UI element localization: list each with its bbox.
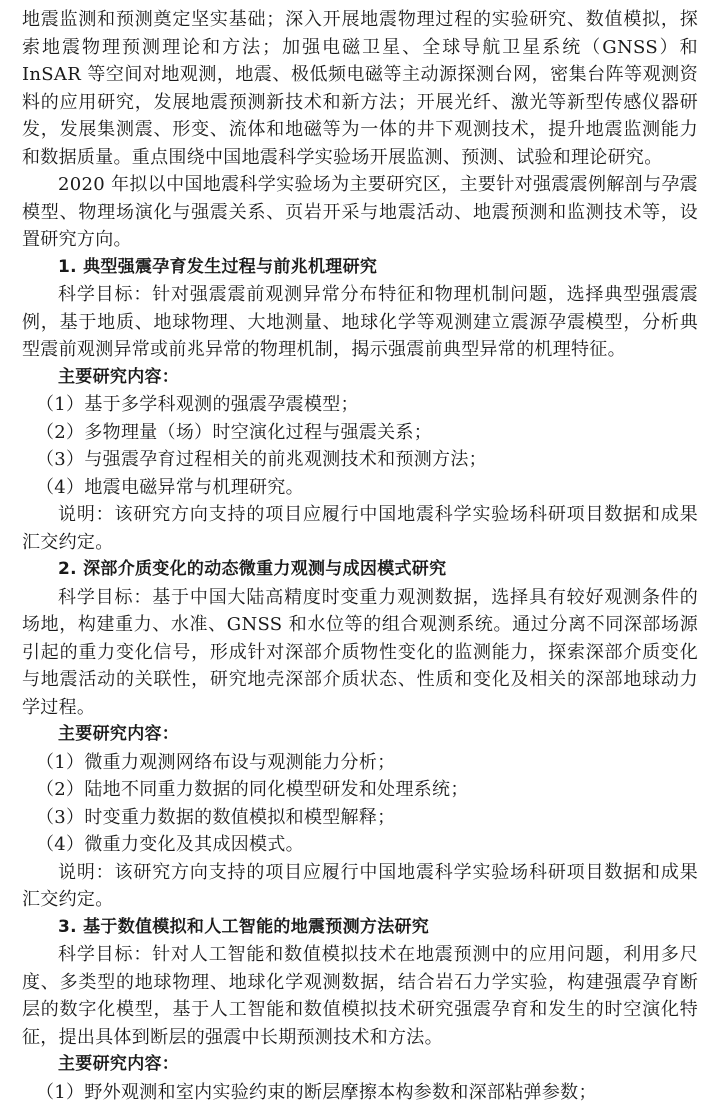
section-goal: 科学目标：针对强震震前观测异常分布特征和物理机制问题，选择典型强震震例，基于地质、地球物理、大地测量、地球化学等观测建立震源孕震模型，分析典型震前观测异常或前兆异常的物理机制，揭示强震前典型异常的机理特征。 [22,281,698,364]
section-heading: 1. 典型强震孕育发生过程与前兆机理研究 [22,254,698,282]
content-heading: 主要研究内容： [22,1051,698,1079]
section-heading: 3. 基于数值模拟和人工智能的地震预测方法研究 [22,914,698,942]
list-item: （2）多物理量（场）时空演化过程与强震关系； [22,419,698,447]
section-goal: 科学目标：基于中国大陆高精度时变重力观测数据，选择具有较好观测条件的场地，构建重力、水准、GNSS 和水位等的组合观测系统。通过分离不同深部场源引起的重力变化信号，形成针对深部介质物性变化的监测能力，探索深部介质变化与地震活动的关联性，研究地壳深部介质状态、性质和变化及相关的深部地球动力学过程。 [22,584,698,722]
intro-paragraph: 2020 年拟以中国地震科学实验场为主要研究区，主要针对强震震例解剖与孕震模型、物理场演化与强震关系、页岩开采与地震活动、地震预测和监测技术等，设置研究方向。 [22,171,698,254]
intro-paragraph: 地震监测和预测奠定坚实基础；深入开展地震物理过程的实验研究、数值模拟，探索地震物理预测理论和方法；加强电磁卫星、全球导航卫星系统（GNSS）和 InSAR 等空间对地观测，地震、极低频电磁等主动源探测台网，密集台阵等观测资料的应用研究，发展地震预测新技术和新方法；开展光纤、激光等新型传感仪器研发，发展集测震、形变、流体和地磁等为一体的井下观测技术，提升地震监测能力和数据质量。重点围绕中国地震科学实验场开展监测、预测、试验和理论研究。 [22,6,698,171]
content-heading: 主要研究内容： [22,364,698,392]
section-note: 说明：该研究方向支持的项目应履行中国地震科学实验场科研项目数据和成果汇交约定。 [22,501,698,556]
list-item: （1）野外观测和室内实验约束的断层摩擦本构参数和深部粘弹参数； [22,1079,698,1106]
list-item: （1）微重力观测网络布设与观测能力分析； [22,749,698,777]
section-note: 说明：该研究方向支持的项目应履行中国地震科学实验场科研项目数据和成果汇交约定。 [22,859,698,914]
list-item: （4）微重力变化及其成因模式。 [22,831,698,859]
content-heading: 主要研究内容： [22,721,698,749]
section-goal: 科学目标：针对人工智能和数值模拟技术在地震预测中的应用问题，利用多尺度、多类型的地球物理、地球化学观测数据，结合岩石力学实验，构建强震孕育断层的数字化模型，基于人工智能和数值模拟技术研究强震孕育和发生的时空演化特征，提出具体到断层的强震中长期预测技术和方法。 [22,941,698,1051]
list-item: （2）陆地不同重力数据的同化模型研发和处理系统； [22,776,698,804]
list-item: （4）地震电磁异常与机理研究。 [22,474,698,502]
list-item: （3）与强震孕育过程相关的前兆观测技术和预测方法； [22,446,698,474]
section-heading: 2. 深部介质变化的动态微重力观测与成因模式研究 [22,556,698,584]
list-item: （3）时变重力数据的数值模拟和模型解释； [22,804,698,832]
list-item: （1）基于多学科观测的强震孕震模型； [22,391,698,419]
